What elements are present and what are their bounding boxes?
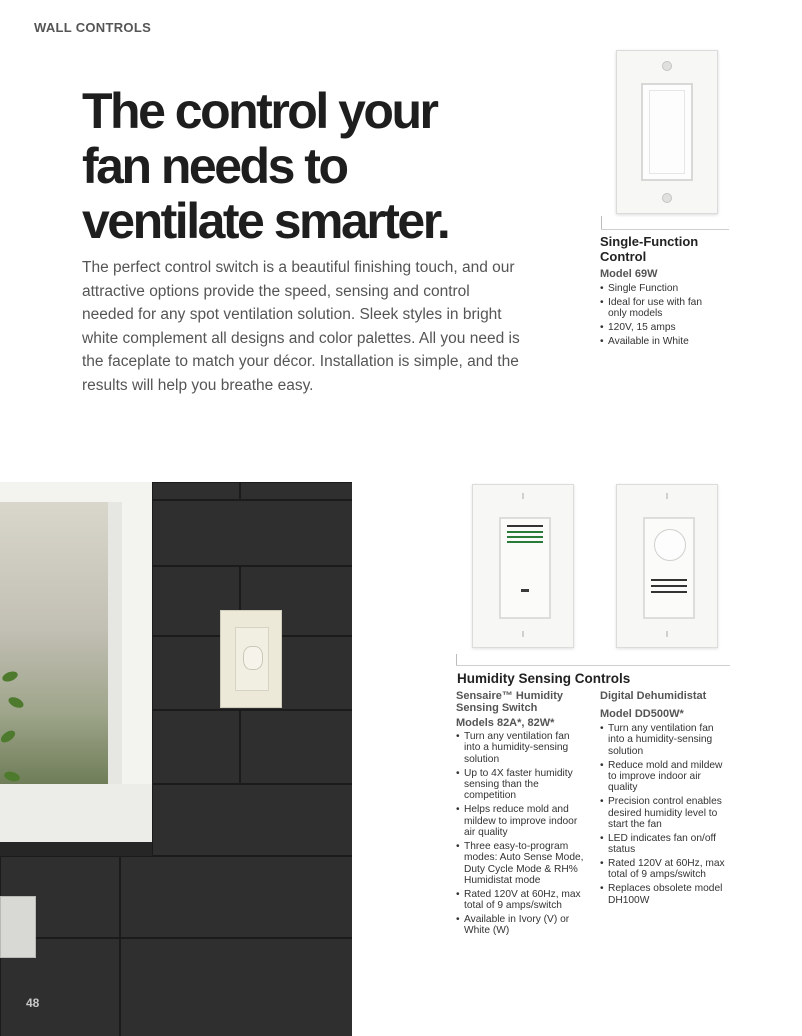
list-item: • Replaces obsolete model DH100W — [600, 883, 730, 906]
single-function-block — [600, 235, 740, 350]
list-item: • Ideal for use with fan only models — [600, 297, 710, 320]
dehumidistat-title: Digital Dehumidistat — [600, 690, 707, 702]
headline-line-2: fan needs to — [82, 138, 347, 194]
list-item: • 120V, 15 amps — [600, 322, 710, 333]
list-item: • Helps reduce mold and mildew to improve indoor air quality — [456, 804, 584, 838]
humidity-switch-icon — [472, 484, 574, 648]
product-divider-line — [601, 229, 729, 230]
sensaire-features — [456, 731, 584, 937]
dehumidistat-features — [600, 723, 730, 906]
page-number: 48 — [26, 996, 40, 1010]
humidity-divider-line — [456, 665, 730, 666]
dehumidistat-block — [600, 690, 736, 908]
dehumidistat-model: Model DD500W* — [600, 708, 684, 720]
list-item: • Turn any ventilation fan into a humidity-sensing solution — [600, 723, 730, 757]
rocker-switch-icon — [616, 50, 718, 214]
list-item: • Turn any ventilation fan into a humidity-sensing solution — [456, 731, 584, 765]
sensaire-title: Sensaire™ Humidity Sensing Switch — [456, 690, 563, 714]
page-headline — [82, 84, 542, 249]
window — [0, 482, 152, 842]
list-item: • LED indicates fan on/off status — [600, 833, 730, 856]
list-item: • Precision control enables desired humidity level to start the fan — [600, 796, 730, 830]
list-item: • Three easy-to-program modes: Auto Sense Mode, Duty Cycle Mode & RH% Humidistat mode — [456, 841, 584, 887]
single-function-features — [600, 283, 710, 347]
headline-line-3: ventilate smarter. — [82, 193, 449, 249]
single-function-title: Single-Function Control — [600, 234, 699, 264]
humidity-heading: Humidity Sensing Controls — [457, 671, 631, 686]
dehumidistat-dial-icon — [616, 484, 718, 648]
list-item: • Available in Ivory (V) or White (W) — [456, 914, 584, 937]
intro-paragraph: The perfect control switch is a beautiful finishing touch, and our attractive options provide the speed, sensing and control needed for any spot ventilation solution. Sleek styles in bright white complement all designs and color palettes. All you need is the faceplate to match your décor. Installation is simple, and the results will help you breathe easy. — [82, 259, 520, 394]
section-label: WALL CONTROLS — [34, 20, 152, 35]
list-item: • Rated 120V at 60Hz, max total of 9 amps/switch — [600, 858, 730, 881]
headline-line-1: The control your — [82, 83, 437, 139]
list-item: • Available in White — [600, 336, 710, 347]
bathroom-photo — [0, 482, 352, 1036]
light-fixture — [0, 896, 36, 958]
list-item: • Reduce mold and mildew to improve indoor air quality — [600, 760, 730, 794]
sensaire-model: Models 82A*, 82W* — [456, 717, 555, 729]
list-item: • Rated 120V at 60Hz, max total of 9 amps/switch — [456, 889, 584, 912]
single-function-model: Model 69W — [600, 268, 658, 280]
sensaire-block — [456, 690, 588, 939]
list-item: • Up to 4X faster humidity sensing than the competition — [456, 768, 584, 802]
wall-dimmer-icon — [220, 610, 282, 708]
list-item: • Single Function — [600, 283, 710, 294]
product-divider-mark — [601, 216, 602, 230]
